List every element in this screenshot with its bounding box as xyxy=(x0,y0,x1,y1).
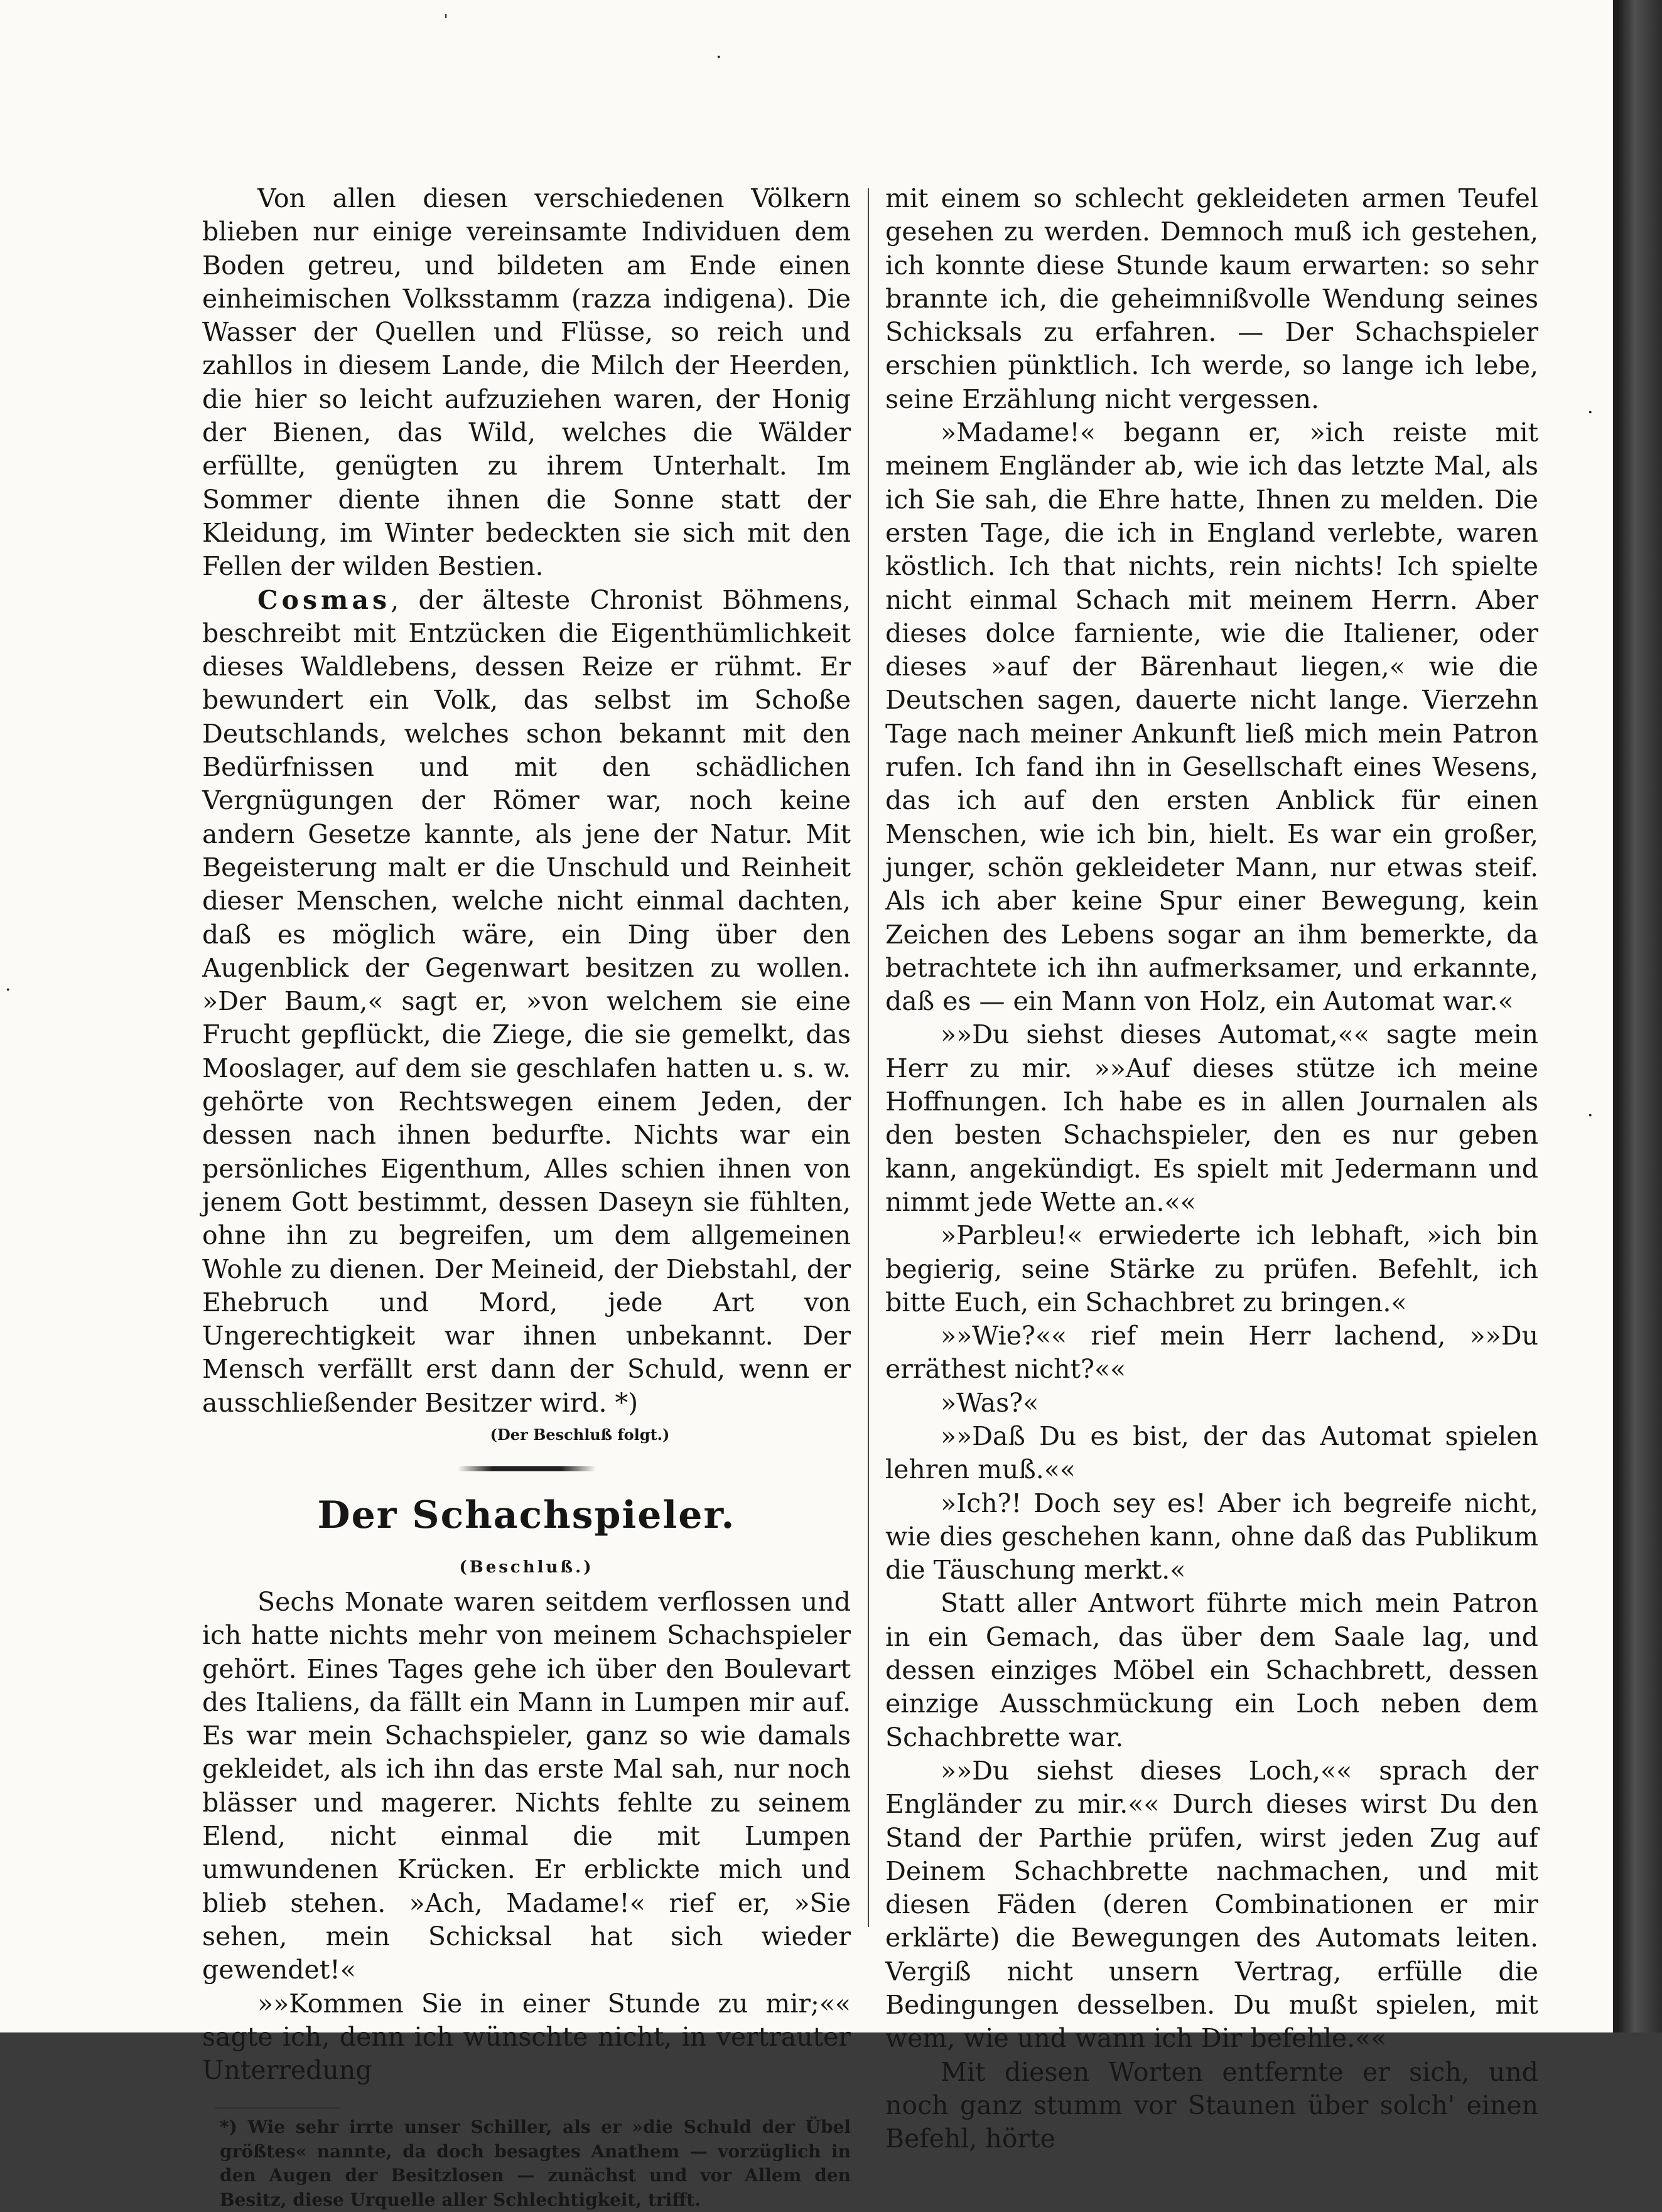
paragraph: Sechs Monate waren seitdem verflossen und ich hatte nichts mehr von meinem Schachspieler gehört. Eines Tages gehe ich über den Boulevart des Italiens, da fällt ein Mann in Lumpen mir auf. Es war mein Schachspieler, ganz so wie damals gekleidet, als ich ihn das erste Mal sah, nur noch blässer und magerer. Nichts fehlte zu seinem Elend, nicht einmal die mit Lumpen umwundenen Krücken. Er erblickte mich und blieb stehen. »Ach, Madame!« rief er, »Sie sehen, mein Schicksal hat sich wieder gewendet!« xyxy=(202,1586,851,1985)
margin-mark: · xyxy=(1587,402,1594,424)
author-name: Cosmas xyxy=(257,584,391,615)
margin-mark: · xyxy=(5,979,11,1001)
article-title: Der Schachspieler. xyxy=(317,1493,736,1537)
paragraph: »Ich?! Doch sey es! Aber ich begreife nicht, wie dies geschehen kann, ohne daß das Publikum die Täuschung merkt.« xyxy=(885,1488,1538,1586)
paragraph xyxy=(202,584,851,1420)
left-column xyxy=(202,182,851,2212)
paragraph: mit einem so schlecht gekleideten armen Teufel gesehen zu werden. Demnoch muß ich gestehen, ich konnte diese Stunde kaum erwarten: so sehr brannte ich, die geheimnißvolle Wendung seines Schicksals zu erfahren. — Der Schachspieler erschien pünktlich. Ich werde, so lange ich lebe, seine Erzählung nicht vergessen. xyxy=(885,183,1538,414)
right-column xyxy=(885,182,1538,2156)
article-subtitle: (Beschluß.) xyxy=(459,1557,594,1577)
margin-mark: ˈ xyxy=(443,11,449,33)
paragraph: »»Du siehst dieses Automat,«« sagte mein Herr zu mir. »»Auf dieses stütze ich meine Hoffnungen. Ich habe es in allen Journalen als den besten Schachspieler, den es nur geben kann, angekündigt. Es spielt mit Jedermann und nimmt jede Wette an.«« xyxy=(885,1019,1538,1217)
paragraph: »Madame!« begann er, »ich reiste mit meinem Engländer ab, wie ich das letzte Mal, als ich Sie sah, die Ehre hatte, Ihnen zu melden. Die ersten Tage, die ich in England verlebte, waren köstlich. Ich that nichts, rein nichts! Ich spielte nicht einmal Schach mit meinem Herrn. Aber dieses dolce farniente, wie die Italiener, oder dieses »auf der Bärenhaut liegen,« wie die Deutschen sagen, dauerte nicht lange. Vierzehn Tage nach meiner Ankunft ließ mich mein Patron rufen. Ich fand ihn in Gesellschaft eines Wesens, das ich auf den ersten Anblick für einen Menschen, wie ich bin, hielt. Es war ein großer, junger, schön gekleideter Mann, nur etwas steif. Als ich aber keine Spur einer Bewegung, kein Zeichen des Lebens sogar an ihm bemerkte, da betrachtete ich ihn aufmerksamer, und erkannte, daß es — ein Mann von Holz, ein Automat war.« xyxy=(885,417,1538,1017)
paragraph: »Was?« xyxy=(941,1387,1039,1418)
paragraph: »Parbleu!« erwiederte ich lebhaft, »ich bin begierig, seine Stärke zu prüfen. Befehlt, ich bitte Euch, ein Schachbret zu bringen.« xyxy=(885,1220,1538,1318)
paragraph: Mit diesen Worten entfernte er sich, und noch ganz stumm vor Staunen über solch' einen Befehl, hörte xyxy=(885,2056,1538,2154)
margin-mark: · xyxy=(716,46,722,68)
paragraph: »»Du siehst dieses Loch,«« sprach der Engländer zu mir.«« Durch dieses wirst Du den Stand der Parthie prüfen, wirst jeden Zug auf Deinem Schachbrette nachmachen, und mit diesen Fäden (deren Combinationen er mir erklärte) die Bewegungen des Automats leiten. Vergiß nicht unsern Vertrag, erfülle die Bedingungen desselben. Du mußt spielen, mit wem, wie und wann ich Dir befehle.«« xyxy=(885,1755,1538,2054)
paragraph: »»Daß Du es bist, der das Automat spielen lehren muß.«« xyxy=(885,1420,1538,1485)
paragraph: Statt aller Antwort führte mich mein Patron in ein Gemach, das über dem Saale lag, und dessen einziges Möbel ein Schachbrett, dessen einzige Ausschmückung ein Loch neben dem Schachbrette war. xyxy=(885,1588,1538,1753)
paragraph: »»Kommen Sie in einer Stunde zu mir;«« sagte ich, denn ich wünschte nicht, in vertrauter Unterredung xyxy=(202,1988,851,2086)
margin-mark: · xyxy=(1587,1105,1594,1127)
scan-border xyxy=(1617,0,1662,2032)
footnote: *) Wie sehr irrte unser Schiller, als er »die Schuld der Übel größtes« nannte, da doch besagtes Anathem — vorzüglich in den Augen der Besitzlosen — zunächst und vor Allem den Besitz, diese Urquelle aller Schlechtigkeit, trifft. xyxy=(220,2117,851,2210)
continued-note: (Der Beschluß folgt.) xyxy=(490,1425,670,1444)
section-divider xyxy=(458,1466,596,1471)
column-rule xyxy=(868,188,869,1927)
paragraph-text: , der älteste Chronist Böhmens, beschreibt mit Entzücken die Eigenthümlichkeit dieses Waldlebens, dessen Reize er rühmt. Er bewundert ein Volk, das selbst im Schoße Deutschlands, welches schon bekannt mit den Bedürfnissen und mit den schädlichen Vergnügungen der Römer war, noch keine andern Gesetze kannte, als jene der Natur. Mit Begeisterung malt er die Unschuld und Reinheit dieser Menschen, welche nicht einmal dachten, daß es möglich wäre, ein Ding über den Augenblick der Gegenwart besitzen zu wollen. »Der Baum,« sagt er, »von welchem sie eine Frucht gepflückt, die Ziege, die sie gemelkt, das Mooslager, auf dem sie geschlafen hatten u. s. w. gehörte von Rechtswegen einem Jeden, der dessen nach ihnen bedurfte. Nichts war ein persönliches Eigenthum, Alles schien ihnen von jenem Gott bestimmt, dessen Daseyn sie fühlten, ohne ihn zu begreifen, um dem allgemeinen Wohle zu dienen. Der Meineid, der Diebstahl, der Ehebruch und Mord, jede Art von Ungerechtigkeit war ihnen unbekannt. Der Mensch verfällt erst dann der Schuld, wenn er ausschließender Besitzer wird. *) xyxy=(202,584,851,1418)
footnote-rule xyxy=(215,2107,340,2109)
paragraph: »»Wie?«« rief mein Herr lachend, »»Du erräthest nicht?«« xyxy=(885,1321,1538,1385)
paragraph: Von allen diesen verschiedenen Völkern blieben nur einige vereinsamte Individuen dem Boden getreu, und bildeten am Ende einen einheimischen Volksstamm (razza indigena). Die Wasser der Quellen und Flüsse, so reich und zahllos in diesem Lande, die Milch der Heerden, die hier so leicht aufzuziehen waren, der Honig der Bienen, das Wild, welches die Wälder erfüllte, genügten zu ihrem Unterhalt. Im Sommer diente ihnen die Sonne statt der Kleidung, im Winter bedeckten sie sich mit den Fellen der wilden Bestien. xyxy=(202,183,851,582)
